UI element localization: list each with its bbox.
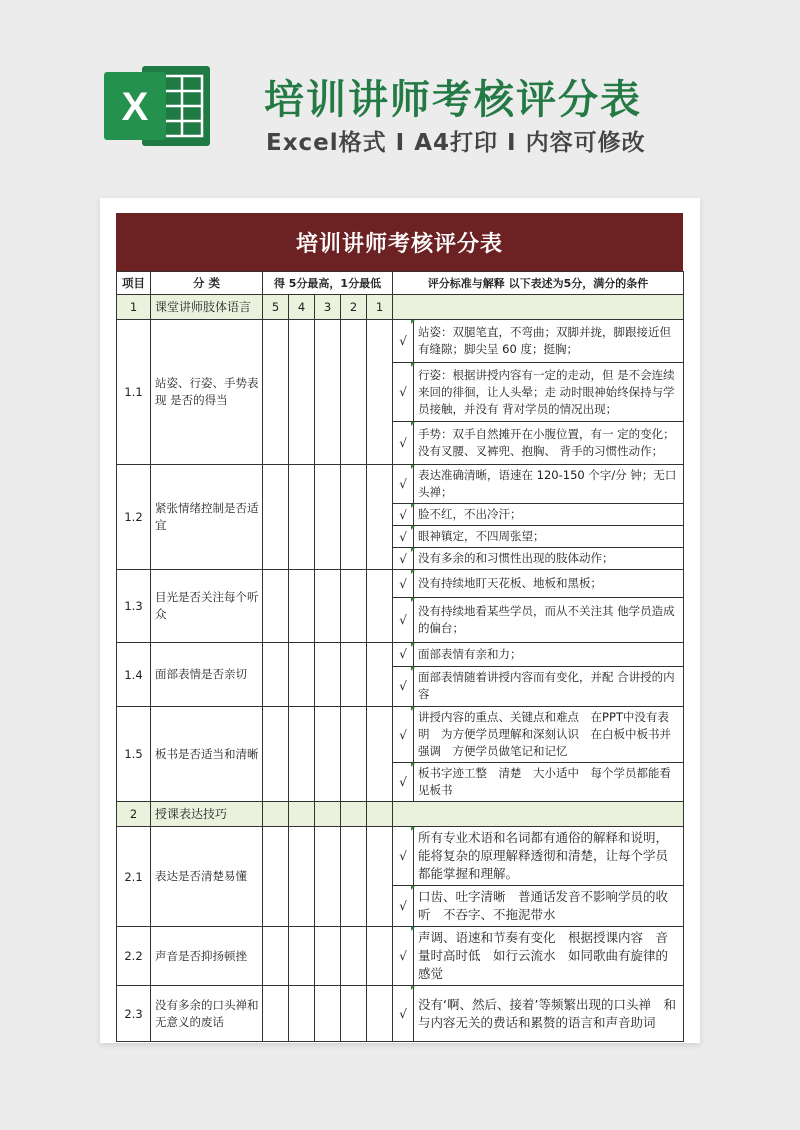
check-mark-icon[interactable]: √ — [393, 707, 414, 762]
item-category: 站姿、行姿、手势表现 是否的得当 — [151, 320, 263, 465]
criterion-text: 没有持续地盯天花板、地板和黑板； — [418, 576, 603, 590]
col-item-header: 项目 — [117, 272, 151, 295]
criterion — [393, 667, 683, 707]
score-cell[interactable] — [341, 827, 367, 927]
score-option[interactable] — [315, 802, 341, 827]
score-cell[interactable] — [289, 827, 315, 927]
score-table — [116, 271, 684, 1042]
score-cell[interactable] — [315, 827, 341, 927]
score-cell[interactable] — [315, 927, 341, 986]
score-option[interactable]: 3 — [315, 295, 341, 320]
check-mark-icon[interactable]: √ — [393, 320, 414, 362]
criterion — [393, 422, 683, 464]
table-row — [117, 707, 684, 802]
item-category: 声音是否抑扬顿挫 — [151, 927, 263, 986]
criterion — [393, 598, 683, 642]
score-cell[interactable] — [367, 643, 393, 707]
score-cell[interactable] — [315, 707, 341, 802]
section-criteria-cell — [393, 295, 684, 320]
item-number: 1.2 — [117, 465, 151, 570]
criterion — [393, 643, 683, 667]
criteria-cell — [393, 465, 684, 570]
criteria-cell — [393, 927, 684, 986]
score-cell[interactable] — [367, 570, 393, 643]
criterion — [393, 986, 683, 1041]
svg-text:X: X — [121, 85, 149, 129]
check-mark-icon[interactable]: √ — [393, 667, 414, 707]
criterion — [393, 526, 683, 548]
section-row — [117, 802, 684, 827]
criterion-text: 板书字迹工整 清楚 大小适中 每个学员都能看见板书 — [418, 766, 672, 797]
score-cell[interactable] — [315, 465, 341, 570]
score-cell[interactable] — [263, 927, 289, 986]
score-cell[interactable] — [289, 320, 315, 465]
check-mark-icon[interactable]: √ — [393, 363, 414, 422]
score-cell[interactable] — [341, 643, 367, 707]
criterion — [393, 763, 683, 801]
item-category: 紧张情绪控制是否适宜 — [151, 465, 263, 570]
criterion-text: 手势：双手自然摊开在小腹位置，有一 定的变化；没有叉腰、叉裤兜、抱胸、 背手的习惯性动作； — [418, 427, 675, 459]
score-sheet — [116, 213, 683, 1042]
criterion — [393, 570, 683, 598]
header-row — [117, 272, 684, 295]
table-row — [117, 570, 684, 643]
check-mark-icon[interactable]: √ — [393, 570, 414, 597]
check-mark-icon[interactable]: √ — [393, 827, 414, 885]
page-title: 培训讲师考核评分表 — [264, 77, 642, 123]
score-cell[interactable] — [367, 320, 393, 465]
score-cell[interactable] — [341, 927, 367, 986]
section-criteria-cell — [393, 802, 684, 827]
score-option[interactable]: 1 — [367, 295, 393, 320]
score-cell[interactable] — [263, 643, 289, 707]
criterion-text: 面部表情随着讲授内容而有变化，并配 合讲授的内容 — [418, 670, 675, 702]
criterion — [393, 927, 683, 985]
score-option[interactable]: 2 — [341, 295, 367, 320]
criteria-cell — [393, 570, 684, 643]
criterion-text: 所有专业术语和名词都有通俗的解释和说明，能将复杂的原理解释透彻和清楚，让每个学员都能掌握和理解。 — [418, 830, 669, 881]
score-option[interactable] — [263, 802, 289, 827]
criterion-text: 脸不红，不出冷汗； — [418, 507, 522, 521]
item-number: 1.4 — [117, 643, 151, 707]
section-number: 1 — [117, 295, 151, 320]
criterion-text: 没有‘啊、然后、接着’等频繁出现的口头禅 和与内容无关的费话和累赘的语言和声音助词 — [418, 996, 676, 1030]
criterion-text: 声调、语速和节奏有变化 根据授课内容 音量时高时低 如行云流水 如同歌曲有旋律的感觉 — [418, 930, 669, 981]
check-mark-icon[interactable]: √ — [393, 763, 414, 801]
criterion-text: 没有持续地看某些学员，而从不关注其 他学员造成的偏台； — [418, 604, 675, 635]
section-title: 课堂讲师肢体语言 — [151, 295, 263, 320]
score-cell[interactable] — [263, 570, 289, 643]
score-cell[interactable] — [263, 320, 289, 465]
score-cell[interactable] — [367, 827, 393, 927]
col-score-header: 得 5分最高，1分最低 — [263, 272, 393, 295]
item-number: 1.3 — [117, 570, 151, 643]
item-number: 2.1 — [117, 827, 151, 927]
check-mark-icon[interactable]: √ — [393, 927, 414, 985]
criteria-cell — [393, 827, 684, 927]
score-cell[interactable] — [367, 986, 393, 1042]
score-cell[interactable] — [289, 465, 315, 570]
table-row — [117, 320, 684, 465]
section-title: 授课表达技巧 — [151, 802, 263, 827]
criteria-cell — [393, 643, 684, 707]
item-number: 2.2 — [117, 927, 151, 986]
criterion-text: 行姿：根据讲授内容有一定的走动，但 是不会连续来回的徘徊，让人头晕；走 动时眼神始终保持与学员接触，并没有 背对学员的情况出现； — [418, 367, 675, 416]
criterion-text: 讲授内容的重点、关键点和难点 在PPT中没有表明 为方便学员理解和深刻认识 在白板中板书并强调 方便学员做笔记和记忆 — [418, 710, 672, 758]
score-option[interactable]: 5 — [263, 295, 289, 320]
score-cell[interactable] — [263, 827, 289, 927]
score-cell[interactable] — [263, 707, 289, 802]
item-number: 1.1 — [117, 320, 151, 465]
score-cell[interactable] — [289, 927, 315, 986]
item-category: 目光是否关注每个听众 — [151, 570, 263, 643]
score-option[interactable]: 4 — [289, 295, 315, 320]
criterion — [393, 465, 683, 504]
check-mark-icon[interactable]: √ — [393, 986, 414, 1041]
criteria-cell — [393, 707, 684, 802]
table-row — [117, 927, 684, 986]
score-cell[interactable] — [341, 465, 367, 570]
criterion-text: 站姿：双腿笔直，不弯曲；双脚并拢，脚跟接近但有缝隙；脚尖呈 60 度；挺胸； — [418, 324, 672, 356]
criteria-cell — [393, 986, 684, 1042]
score-cell[interactable] — [289, 986, 315, 1042]
item-category: 没有多余的口头禅和无意义的废话 — [151, 986, 263, 1042]
criterion — [393, 707, 683, 763]
check-mark-icon[interactable]: √ — [393, 526, 414, 547]
score-cell[interactable] — [367, 707, 393, 802]
criterion — [393, 320, 683, 363]
page-subtitle: Excel格式 Ⅰ A4打印 Ⅰ 内容可修改 — [266, 130, 646, 156]
criterion — [393, 886, 683, 926]
item-number: 2.3 — [117, 986, 151, 1042]
check-mark-icon[interactable]: √ — [393, 548, 414, 569]
criterion-text: 面部表情有亲和力； — [418, 646, 522, 661]
criterion-text: 表达准确清晰，语速在 120-150 个字/分 钟；无口头禅； — [418, 468, 677, 499]
score-cell[interactable] — [289, 707, 315, 802]
sheet-title: 培训讲师考核评分表 — [116, 213, 683, 271]
criterion-text: 口齿、吐字清晰 普通话发音不影响学员的收听 不吞字、不拖泥带水 — [418, 889, 669, 922]
check-mark-icon[interactable]: √ — [393, 504, 414, 525]
criterion — [393, 363, 683, 423]
check-mark-icon[interactable]: √ — [393, 643, 414, 666]
score-cell[interactable] — [341, 707, 367, 802]
check-mark-icon[interactable]: √ — [393, 598, 414, 642]
score-cell[interactable] — [341, 986, 367, 1042]
check-mark-icon[interactable]: √ — [393, 465, 414, 503]
score-cell[interactable] — [315, 986, 341, 1042]
criterion — [393, 827, 683, 886]
item-number: 1.5 — [117, 707, 151, 802]
score-cell[interactable] — [289, 643, 315, 707]
score-option[interactable] — [341, 802, 367, 827]
item-category: 面部表情是否亲切 — [151, 643, 263, 707]
check-mark-icon[interactable]: √ — [393, 422, 414, 464]
score-option[interactable] — [367, 802, 393, 827]
criterion-text: 眼神镇定，不四周张望； — [418, 529, 545, 543]
table-row — [117, 827, 684, 927]
score-cell[interactable] — [315, 570, 341, 643]
document-paper — [100, 198, 700, 1043]
score-cell[interactable] — [315, 320, 341, 465]
col-category-header: 分 类 — [151, 272, 263, 295]
section-number: 2 — [117, 802, 151, 827]
score-cell[interactable] — [263, 986, 289, 1042]
item-category: 表达是否清楚易懂 — [151, 827, 263, 927]
score-cell[interactable] — [315, 643, 341, 707]
score-cell[interactable] — [341, 570, 367, 643]
criterion-text: 没有多余的和习惯性出现的肢体动作； — [418, 551, 614, 565]
table-row — [117, 986, 684, 1042]
score-option[interactable] — [289, 802, 315, 827]
table-row — [117, 643, 684, 707]
criteria-cell — [393, 320, 684, 465]
item-category: 板书是否适当和清晰 — [151, 707, 263, 802]
score-cell[interactable] — [289, 570, 315, 643]
col-criteria-header: 评分标准与解释 以下表述为5分，满分的条件 — [393, 272, 684, 295]
score-cell[interactable] — [367, 465, 393, 570]
section-row — [117, 295, 684, 320]
score-cell[interactable] — [367, 927, 393, 986]
criterion — [393, 548, 683, 569]
excel-logo-icon — [104, 58, 216, 154]
score-cell[interactable] — [263, 465, 289, 570]
criterion — [393, 504, 683, 526]
check-mark-icon[interactable]: √ — [393, 886, 414, 926]
table-row — [117, 465, 684, 570]
score-cell[interactable] — [341, 320, 367, 465]
